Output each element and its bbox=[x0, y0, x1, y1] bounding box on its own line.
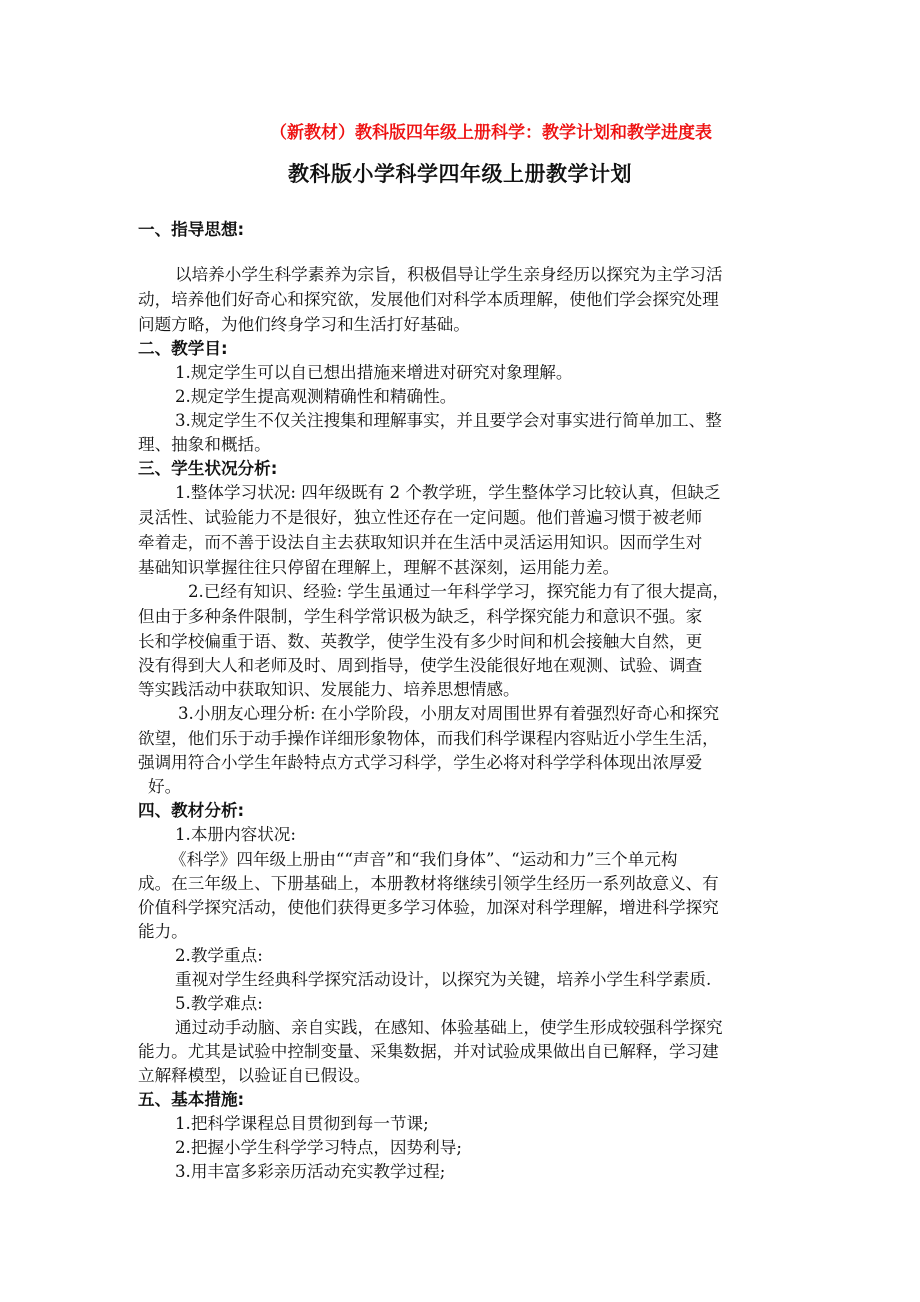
list-item: 3.用丰富多彩亲历活动充实教学过程; bbox=[175, 1162, 446, 1181]
paragraph-line: 《科学》四年级上册由““声音”和“我们身体”、“运动和力”三个单元构 bbox=[170, 850, 678, 869]
paragraph-line: 长和学校偏重于语、数、英教学，使学生没有多少时间和机会接触大自然，更 bbox=[138, 632, 703, 651]
paragraph-line: 基础知识掌握往往只停留在理解上，理解不甚深刻，运用能力差。 bbox=[138, 558, 620, 577]
paragraph-line: 1.整体学习状况: 四年级既有 2 个教学班，学生整体学习比较认真，但缺乏 bbox=[175, 483, 721, 502]
list-item: 2.规定学生提高观测精确性和精确性。 bbox=[175, 387, 457, 406]
paragraph-line: 欲望，他们乐于动手操作详细形象物体，而我们科学课程内容贴近小学生生活， bbox=[138, 729, 719, 748]
paragraph-line: 强调用符合小学生年龄特点方式学习科学，学生必将对科学学科体现出浓厚爱 bbox=[138, 753, 703, 772]
list-item: 2.把握小学生科学学习特点，因势利导; bbox=[175, 1138, 462, 1157]
subheading: 1.本册内容状况: bbox=[175, 825, 296, 844]
paragraph-line: 成。在三年级上、下册基础上，本册教材将继续引领学生经历一系列故意义、有 bbox=[138, 874, 719, 893]
paragraph-line: 以培养小学生科学素养为宗旨，积极倡导让学生亲身经历以探究为主学习活 bbox=[175, 265, 723, 284]
paragraph-line: 能力。尤其是试验中控制变量、采集数据，并对试验成果做出自已解释，学习建 bbox=[138, 1042, 719, 1061]
paragraph-line: 灵活性、试验能力不是很好，独立性还存在一定问题。他们普遍习惯于被老师 bbox=[138, 508, 703, 527]
paragraph-line: 重视对学生经典科学探究活动设计，以探究为关键，培养小学生科学素质. bbox=[175, 970, 712, 989]
paragraph-line: 好。 bbox=[148, 777, 182, 796]
list-item: 1.规定学生可以自已想出措施来增进对研究对象理解。 bbox=[175, 363, 573, 382]
section-heading-student-analysis: 三、学生状况分析: bbox=[138, 459, 278, 478]
document-title: （新教材）教科版四年级上册科学：教学计划和教学进度表 bbox=[270, 123, 712, 143]
section-heading-teaching-goals: 二、教学目: bbox=[138, 339, 228, 358]
paragraph-line: 通过动手动脑、亲自实践，在感知、体验基础上，使学生形成较强科学探究 bbox=[175, 1018, 723, 1037]
paragraph-line: 问题方略，为他们终身学习和生活打好基础。 bbox=[138, 315, 470, 334]
subheading: 5.教学难点: bbox=[175, 994, 263, 1013]
paragraph-line: 能力。 bbox=[138, 922, 188, 941]
subheading: 2.教学重点: bbox=[175, 946, 263, 965]
paragraph-line: 但由于多种条件限制，学生科学常识极为缺乏，科学探究能力和意识不强。家 bbox=[138, 607, 703, 626]
paragraph-line: 2.已经有知识、经验: 学生虽通过一年科学学习，探究能力有了很大提高， bbox=[188, 582, 730, 601]
paragraph-line: 3.小朋友心理分析: 在小学阶段，小朋友对周围世界有着强烈好奇心和探究 bbox=[178, 704, 720, 723]
paragraph-line: 没有得到大人和老师及时、周到指导，使学生没能很好地在观测、试验、调查 bbox=[138, 656, 703, 675]
list-item-continuation: 理、抽象和概括。 bbox=[138, 435, 271, 454]
plan-title: 教科版小学科学四年级上册教学计划 bbox=[288, 162, 632, 186]
section-heading-guiding-thought: 一、指导思想: bbox=[138, 220, 245, 239]
list-item: 1.把科学课程总目贯彻到每一节课; bbox=[175, 1114, 429, 1133]
section-heading-textbook-analysis: 四、教材分析: bbox=[138, 801, 245, 820]
section-heading-basic-measures: 五、基本措施: bbox=[138, 1090, 245, 1109]
paragraph-line: 等实践活动中获取知识、发展能力、培养思想情感。 bbox=[138, 680, 520, 699]
paragraph-line: 价值科学探究活动，使他们获得更多学习体验，加深对科学理解，增进科学探究 bbox=[138, 898, 719, 917]
paragraph-line: 立解释模型，以验证自已假设。 bbox=[138, 1066, 371, 1085]
list-item: 3.规定学生不仅关注搜集和理解事实，并且要学会对事实进行简单加工、整 bbox=[175, 411, 722, 430]
paragraph-line: 动，培养他们好奇心和探究欲，发展他们对科学本质理解，使他们学会探究处理 bbox=[138, 290, 719, 309]
paragraph-line: 牵着走，而不善于设法自主去获取知识并在生活中灵活运用知识。因而学生对 bbox=[138, 533, 703, 552]
